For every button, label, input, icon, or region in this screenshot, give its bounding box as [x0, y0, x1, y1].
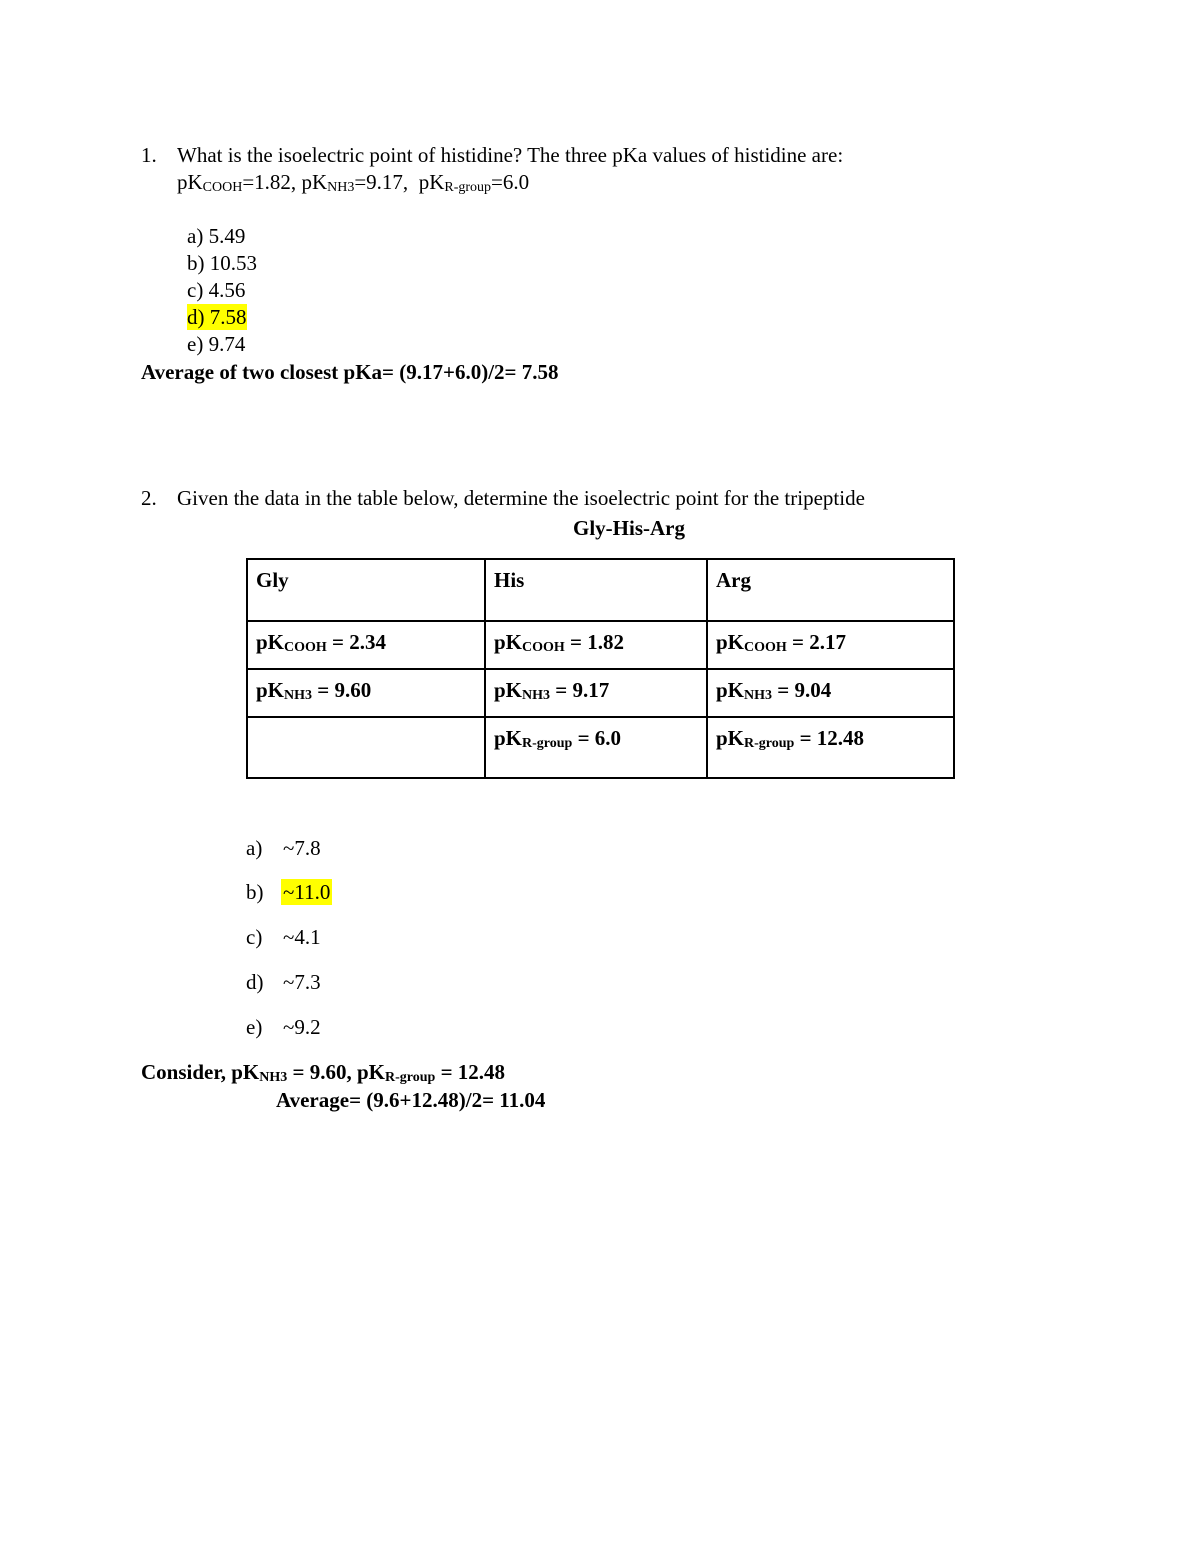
table-row: [247, 621, 954, 669]
q2-option-c: c) ~4.1: [246, 925, 321, 949]
pka-part: = 2.17: [786, 630, 847, 654]
q1-option-b: b) 10.53: [187, 251, 257, 275]
pka-part: pK: [256, 678, 285, 702]
q2-question: Given the data in the table below, determine the isoelectric point for the tripeptide: [177, 486, 865, 510]
q1-option-e: e) 9.74: [187, 332, 246, 356]
pka-value: [357, 1060, 505, 1084]
table-header-row: [247, 559, 954, 621]
pka-part: pK: [231, 1060, 260, 1084]
q1-question: What is the isoelectric point of histidine? The three pKa values of histidine are:: [177, 143, 844, 167]
pka-part: NH3: [744, 688, 773, 703]
q2-peptide: Gly-His-Arg: [573, 516, 685, 540]
pka-part: COOH: [202, 180, 243, 195]
header-his: His: [485, 559, 707, 621]
q1-number: 1.: [141, 143, 157, 167]
pka-part: R-group: [522, 736, 573, 751]
table-cell: [707, 717, 954, 778]
q2-option-a: a) ~7.8: [246, 836, 321, 860]
table-cell-empty: [247, 717, 485, 778]
pka-part: pK: [494, 630, 523, 654]
pka-part: =1.82,: [242, 170, 302, 194]
pka-part: pK: [356, 1060, 385, 1084]
pka-part: pK: [301, 170, 328, 194]
pka-part: R-group: [744, 736, 795, 751]
table-row: [247, 717, 954, 778]
pka-part: pK: [418, 170, 445, 194]
q2-answer-line1: Consider, $pK_{NH3} = 9.60$, $pK_{R-group} = 12.48$: [141, 1060, 506, 1085]
pka-value: [177, 170, 301, 194]
pka-part: = 1.82: [564, 630, 625, 654]
pka-value: [301, 170, 418, 194]
table-cell: [247, 621, 485, 669]
pka-part: = 12.48: [435, 1060, 506, 1084]
pka-part: NH3: [327, 180, 355, 195]
q2-number: 2.: [141, 486, 157, 510]
q2-answer-line2: Average= (9.6+12.48)/2= 11.04: [276, 1088, 546, 1112]
pka-part: = 9.60,: [287, 1060, 357, 1084]
q2-option-e: e) ~9.2: [246, 1015, 321, 1039]
pka-part: NH3: [284, 688, 313, 703]
q1-option-d-highlighted: d) 7.58: [187, 305, 247, 329]
pka-part: =6.0: [491, 170, 530, 194]
pka-part: pK: [494, 726, 523, 750]
pka-part: pK: [716, 630, 745, 654]
pka-part: = 6.0: [572, 726, 622, 750]
pka-part: = 12.48: [794, 726, 865, 750]
table-row: [247, 669, 954, 717]
pka-part: pK: [256, 630, 285, 654]
pka-part: NH3: [522, 688, 551, 703]
q1-option-c: c) 4.56: [187, 278, 246, 302]
pka-part: = 9.60: [312, 678, 372, 702]
table-cell: [485, 669, 707, 717]
q1-pka-values: [177, 169, 529, 195]
pka-part: pK: [716, 678, 745, 702]
pka-part: COOH: [744, 640, 787, 655]
table-cell: [485, 717, 707, 778]
q1-option-a: a) 5.49: [187, 224, 246, 248]
pka-part: R-group: [444, 180, 492, 195]
pka-part: R-group: [385, 1070, 436, 1085]
pka-part: COOH: [284, 640, 327, 655]
table-cell: [707, 621, 954, 669]
pka-part: = 9.04: [772, 678, 832, 702]
pka-part: =9.17,: [354, 170, 419, 194]
pka-part: NH3: [259, 1070, 288, 1085]
table-cell: [485, 621, 707, 669]
pka-part: pK: [716, 726, 745, 750]
header-arg: Arg: [707, 559, 954, 621]
header-gly: Gly: [247, 559, 485, 621]
pka-part: = 9.17: [550, 678, 610, 702]
table-cell: [707, 669, 954, 717]
q1-answer: Average of two closest pKa= (9.17+6.0)/2= 7.58: [141, 360, 559, 384]
q2-option-d: d) ~7.3: [246, 970, 321, 994]
pka-part: pK: [494, 678, 523, 702]
table-cell: [247, 669, 485, 717]
q2-option-b-highlighted: ~11.0: [283, 880, 331, 904]
q2-option-b: b) ~11.0: [246, 880, 331, 904]
pka-part: COOH: [522, 640, 565, 655]
pka-part: pK: [177, 170, 203, 194]
pka-part: = 2.34: [326, 630, 387, 654]
pka-value: [419, 170, 529, 194]
pka-value: [231, 1060, 357, 1084]
pka-table: [246, 558, 955, 779]
